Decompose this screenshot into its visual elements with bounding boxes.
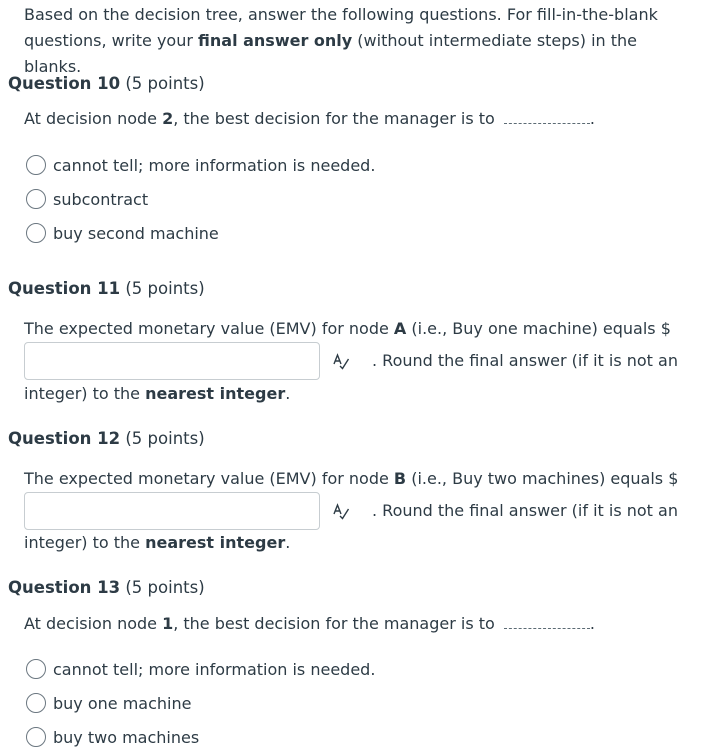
question-11-node: A (393, 319, 407, 338)
question-12-continuation (24, 533, 290, 552)
question-13-option-3[interactable] (26, 727, 199, 747)
radio-button[interactable] (26, 223, 46, 243)
radio-button[interactable] (26, 727, 46, 747)
instructions-text-2: (without intermediate steps) in the blanks. (24, 31, 638, 76)
question-10-name: Question 10 (8, 74, 121, 93)
question-11-answer-input[interactable] (24, 342, 320, 380)
instructions (24, 2, 684, 80)
question-13-option-2[interactable] (26, 693, 191, 713)
question-12-node: B (393, 469, 407, 488)
question-12-points: (5 points) (125, 429, 205, 448)
question-10-points: (5 points) (125, 74, 205, 93)
answer-blank (504, 111, 590, 124)
question-10-text (24, 109, 595, 128)
question-12-prefix: The expected monetary value (EMV) for node (24, 469, 394, 488)
question-13-suffix: , the best decision for the manager is to (173, 614, 495, 633)
instructions-bold: final answer only (198, 31, 353, 50)
question-13-end: . (589, 614, 596, 633)
radio-button[interactable] (26, 659, 46, 679)
spellcheck-icon[interactable] (332, 352, 350, 370)
option-label: cannot tell; more information is needed. (53, 155, 376, 175)
question-12-cont-end: . (285, 533, 291, 552)
question-12-cont-prefix: integer) to the (24, 533, 146, 552)
question-13-prefix: At decision node (24, 614, 163, 633)
question-11-text (24, 319, 671, 338)
question-12-name: Question 12 (8, 429, 121, 448)
question-11-points: (5 points) (125, 279, 205, 298)
question-10-option-2[interactable] (26, 189, 148, 209)
question-12-title (8, 429, 205, 448)
question-13-text (24, 614, 595, 633)
question-11-suffix: (i.e., Buy one machine) equals $ (406, 319, 671, 338)
question-12-after-input: . Round the final answer (if it is not an (372, 501, 678, 520)
question-11-cont-prefix: integer) to the (24, 384, 146, 403)
instructions-text-1: Based on the decision tree, answer the following questions. For fill-in-the-blank questions, write your (24, 5, 658, 50)
question-11-name: Question 11 (8, 279, 121, 298)
question-11-continuation (24, 384, 290, 403)
radio-button[interactable] (26, 693, 46, 713)
option-label: buy two machines (53, 727, 200, 747)
question-10-option-3[interactable] (26, 223, 219, 243)
option-label: cannot tell; more information is needed. (53, 659, 376, 679)
radio-button[interactable] (26, 155, 46, 175)
question-13-node: 1 (162, 614, 174, 633)
question-13-option-1[interactable] (26, 659, 375, 679)
option-label: subcontract (53, 189, 149, 209)
question-11-title (8, 279, 205, 298)
question-11-after-input: . Round the final answer (if it is not an (372, 351, 678, 370)
answer-blank (504, 616, 590, 629)
question-12-text (24, 469, 678, 488)
question-13-points: (5 points) (125, 578, 205, 597)
option-label: buy second machine (53, 223, 219, 243)
question-13-name: Question 13 (8, 578, 121, 597)
spellcheck-icon[interactable] (332, 502, 350, 520)
question-10-option-1[interactable] (26, 155, 375, 175)
question-10-title (8, 74, 205, 93)
question-11-cont-bold: nearest integer (145, 384, 286, 403)
question-10-node: 2 (162, 109, 174, 128)
question-10-prefix: At decision node (24, 109, 163, 128)
question-10-suffix: , the best decision for the manager is to (173, 109, 495, 128)
question-11-cont-end: . (285, 384, 291, 403)
option-label: buy one machine (53, 693, 192, 713)
question-13-title (8, 578, 205, 597)
question-10-end: . (589, 109, 596, 128)
question-12-answer-input[interactable] (24, 492, 320, 530)
question-11-prefix: The expected monetary value (EMV) for node (24, 319, 394, 338)
question-12-suffix: (i.e., Buy two machines) equals $ (406, 469, 679, 488)
question-12-cont-bold: nearest integer (145, 533, 286, 552)
radio-button[interactable] (26, 189, 46, 209)
